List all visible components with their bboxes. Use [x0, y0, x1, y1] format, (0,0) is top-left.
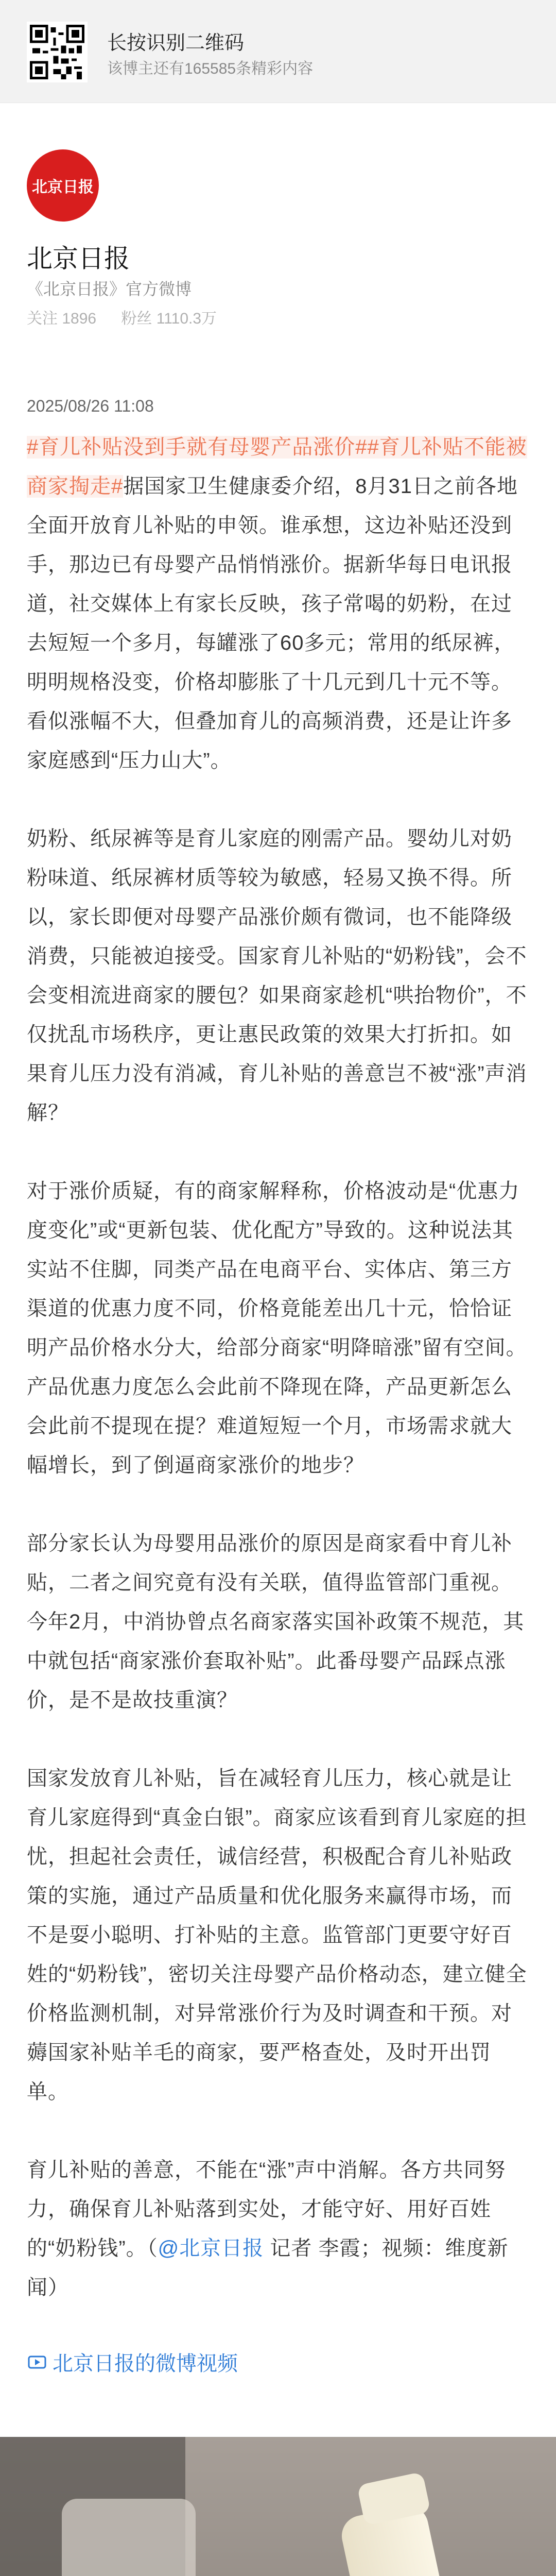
hashtag[interactable]: #育儿补贴没到手就有母婴产品涨价#: [27, 436, 368, 459]
post-timestamp: 2025/08/26 11:08: [27, 397, 154, 415]
qr-code-icon[interactable]: [27, 22, 88, 82]
mention-link[interactable]: @北京日报: [158, 2237, 264, 2260]
qr-banner: [0, 0, 556, 103]
video-icon: [27, 2352, 47, 2372]
post-body: [27, 428, 531, 2346]
paragraph: 国家发放育儿补贴，旨在减轻育儿压力，核心就是让育儿家庭得到“真金白银”。商家应该看到育儿家庭的担忧，担起社会责任，诚信经营，积极配合育儿补贴政策的实施，通过产品质量和优化服务来赢得市场，而不是耍小聪明、打补贴的主意。监管部门更要守好百姓的“奶粉钱”，密切关注母婴产品价格动态，建立健全价格监测机制，对异常涨价行为及时调查和干预。对薅国家补贴羊毛的商家，要严格查处，及时开出罚单。: [27, 1767, 527, 2103]
paragraph-text: 记者 李霞；视频：维度新闻）: [27, 2237, 509, 2299]
paragraph: 奶粉、纸尿裤等是育儿家庭的刚需产品。婴幼儿对奶粉味道、纸尿裤材质等较为敏感，轻易又换不得。所以，家长即便对母婴产品涨价颇有微词，也不能降级消费，只能被迫接受。国家育儿补贴的“奶粉钱”，会不会变相流进商家的腰包？如果商家趁机“哄抬物价”，不仅扰乱市场秩序，更让惠民政策的效果大打折扣。如果育儿压力没有消减，育儿补贴的善意岂不被“涨”声消解？: [27, 827, 527, 1124]
fans-count: 粉丝 1110.3万: [121, 310, 217, 327]
paragraph: 部分家长认为母婴用品涨价的原因是商家看中育儿补贴，二者之间究竟有没有关联，值得监管部门重视。今年2月，中消协曾点名商家落实国补政策不规范，其中就包括“商家涨价套取补贴”。此番母婴产品踩点涨价，是不是故技重演？: [27, 1532, 525, 1711]
paragraph: [27, 2150, 531, 2307]
avatar-logo-text: 北京日报: [32, 178, 94, 196]
banner-subtitle: 该博主还有165585条精彩内容: [107, 60, 314, 77]
follow-count: 关注 1896: [27, 310, 97, 327]
video-player[interactable]: [0, 2437, 556, 2576]
paragraph: 对于涨价质疑，有的商家解释称，价格波动是“优惠力度变化”或“更新包装、优化配方”导致的。这种说法其实站不住脚，同类产品在电商平台、实体店、第三方渠道的优惠力度不同，价格竟能差出几十元，恰恰证明产品价格水分大，给部分商家“明降暗涨”留有空间。产品优惠力度怎么会此前不降现在降，产品更新怎么会此前不提现在提？难道短短一个月，市场需求就大幅增长，到了倒逼商家涨价的地步？: [27, 1180, 527, 1477]
paragraph: [27, 428, 531, 780]
paragraph-text: 育儿补贴的善意，不能在“涨”声中消解。各方共同努力，确保育儿补贴落到实处，才能守好、用好百姓的“奶粉钱”。（: [27, 2159, 506, 2260]
banner-title: 长按识别二维码: [107, 32, 245, 54]
video-frame: [0, 2437, 556, 2576]
hashtag[interactable]: #育儿补贴不能被商家掏走#: [27, 436, 527, 498]
video-link[interactable]: [27, 2347, 238, 2377]
account-stats: [27, 306, 237, 328]
account-description: 《北京日报》官方微博: [27, 280, 192, 298]
account-avatar[interactable]: [27, 149, 99, 222]
paragraph-text: 据国家卫生健康委介绍，8月31日之前各地全面开放育儿补贴的申领。谁承想，这边补贴还没到手，那边已有母婴产品悄悄涨价。据新华每日电讯报道，社交媒体上有家长反映，孩子常喝的奶粉，在过去短短一个多月，每罐涨了60多元；常用的纸尿裤，明明规格没变，价格却膨胀了十几元到几十元不等。看似涨幅不大，但叠加育儿的高频消费，还是让许多家庭感到“压力山大”。: [27, 475, 518, 772]
account-name[interactable]: 北京日报: [27, 244, 130, 273]
video-link-label: 北京日报的微博视频: [53, 2352, 238, 2375]
